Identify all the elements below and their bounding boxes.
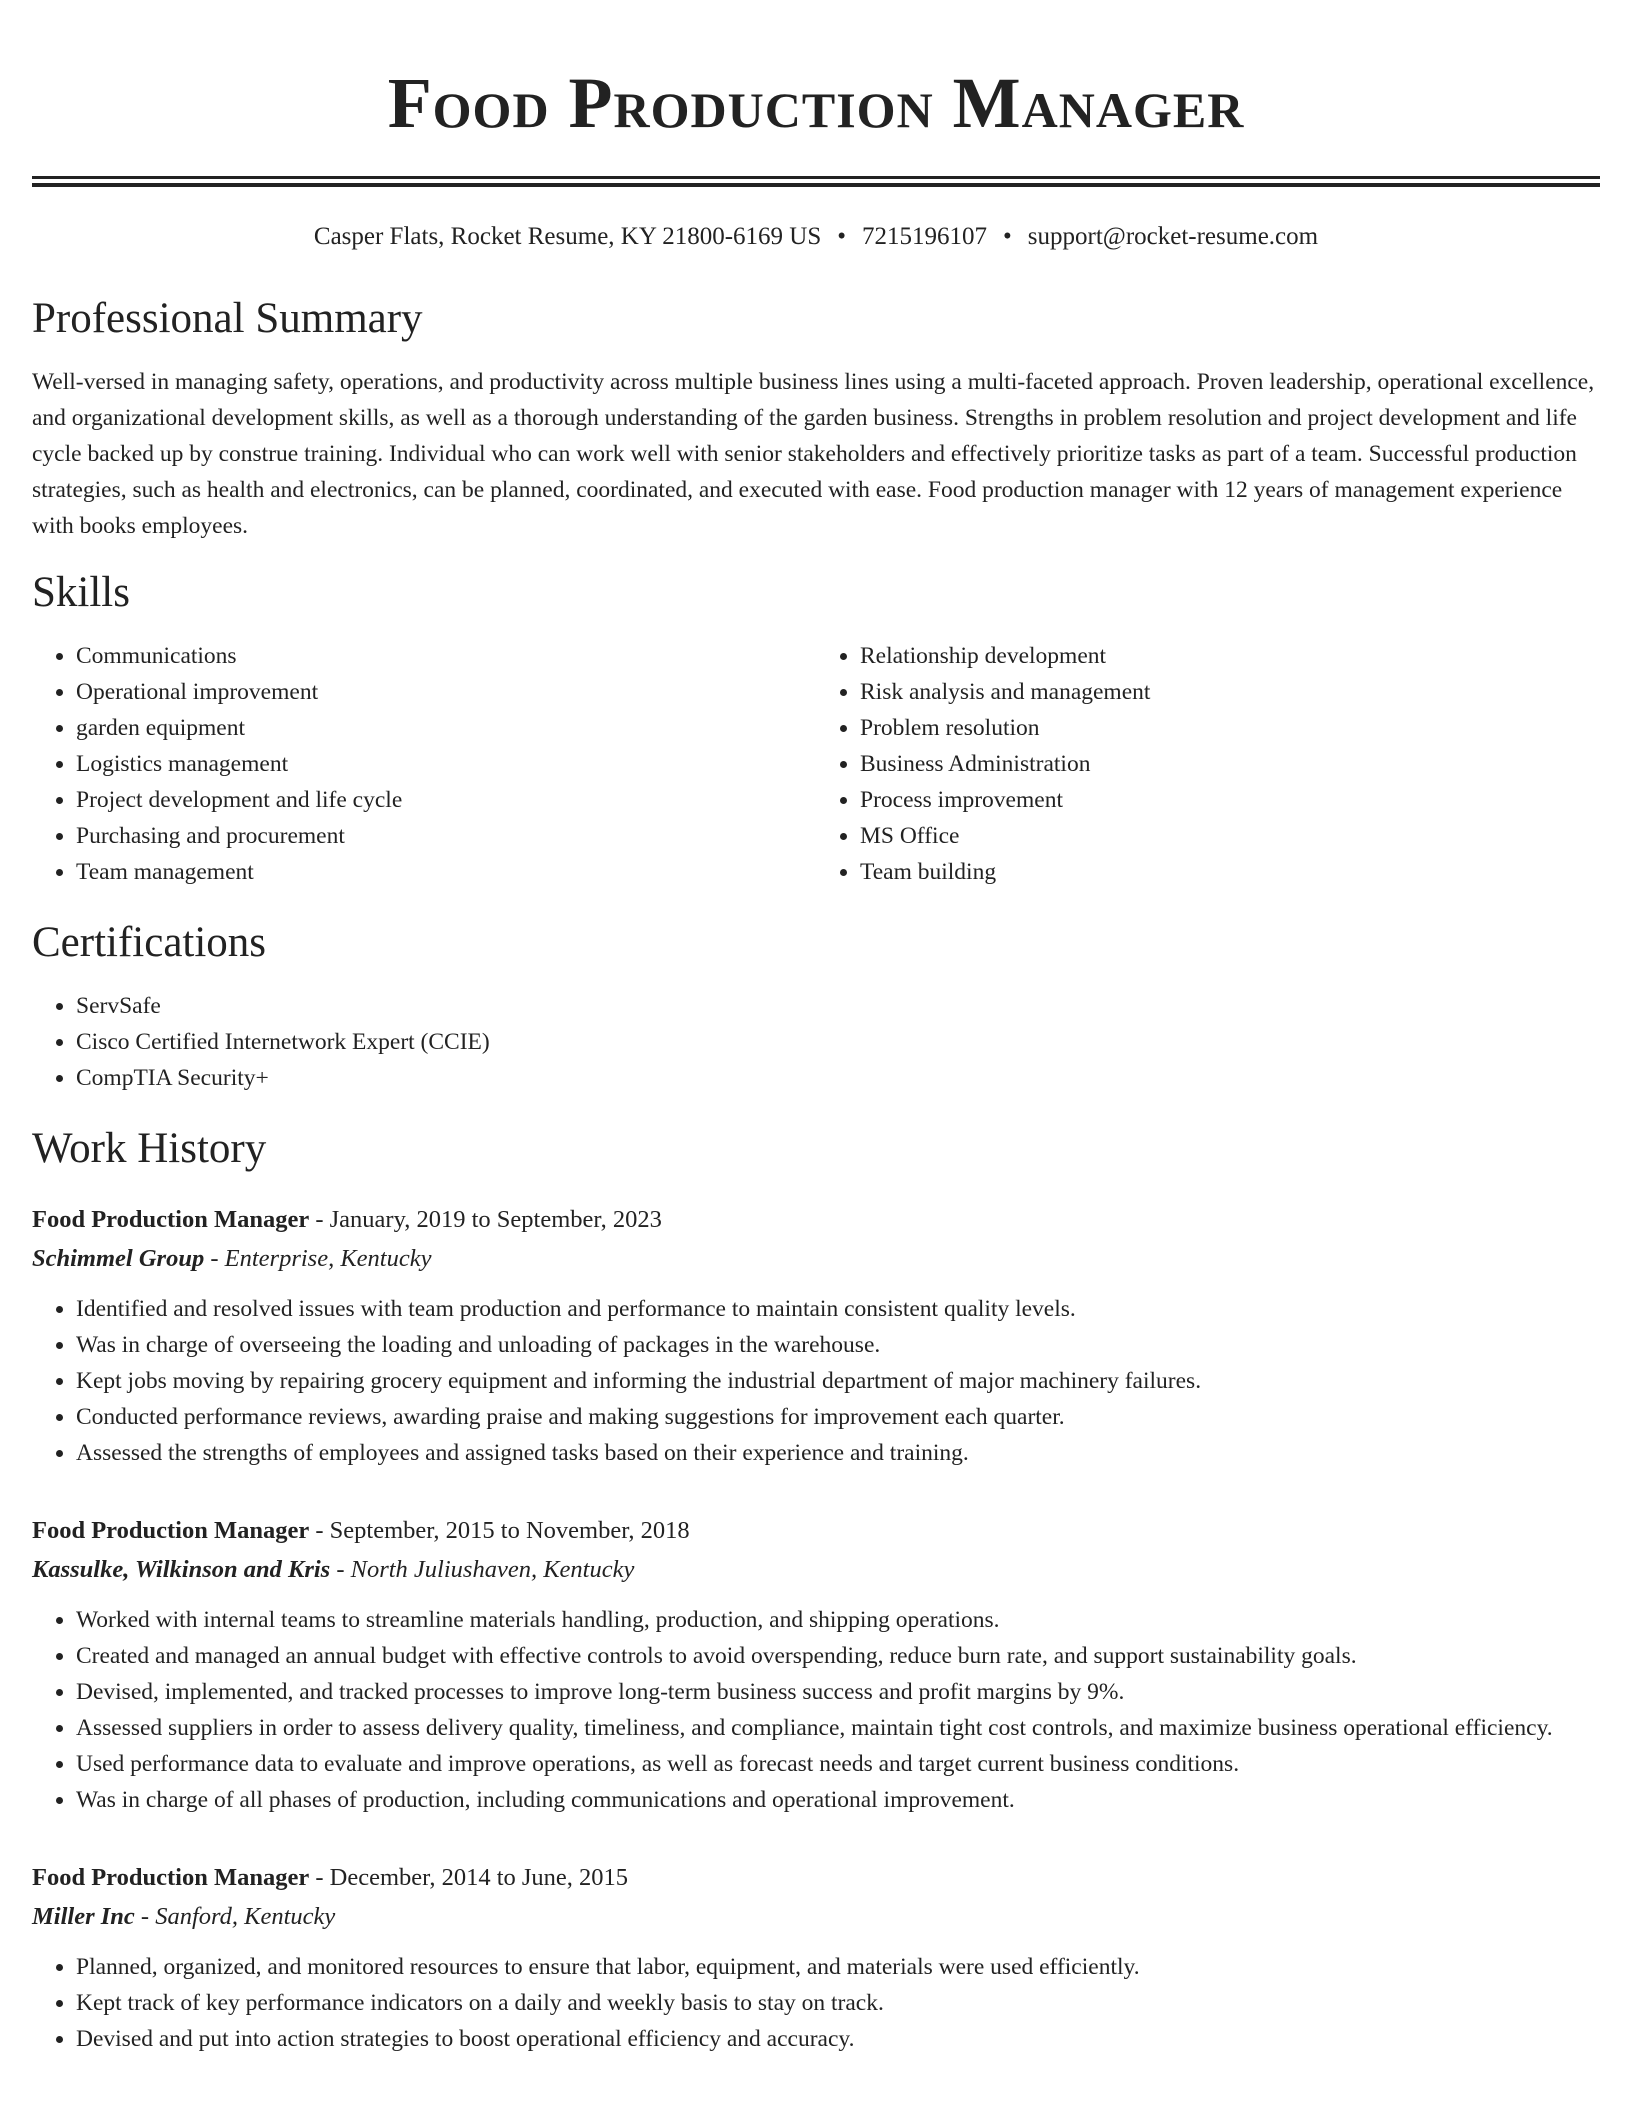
job-bullet: • Assessed suppliers in order to assess delivery quality, timeliness, and compliance, maintain tight cost controls, and maximize business operational efficiency. xyxy=(76,1710,1600,1746)
job-title: Food Production Manager xyxy=(32,1206,310,1233)
job-entry xyxy=(32,1200,1600,1471)
job-dates: September, 2015 to November, 2018 xyxy=(329,1517,690,1544)
skill-item: • Problem resolution xyxy=(860,710,1600,746)
job-title-line: Food Production Manager - January, 2019 to September, 2023 xyxy=(32,1206,662,1233)
contact-email: support@rocket-resume.com xyxy=(1027,223,1319,250)
job-bullet: • Worked with internal teams to streamline materials handling, production, and shipping operations. xyxy=(76,1602,1600,1638)
job-title: Food Production Manager xyxy=(32,1864,310,1891)
job-bullets xyxy=(32,1949,1600,2057)
job-company: Kassulke, Wilkinson and Kris xyxy=(32,1556,331,1583)
job-entry xyxy=(32,1858,1600,2057)
title-divider xyxy=(32,176,1600,187)
job-company: Miller Inc xyxy=(32,1903,135,1930)
skill-item: • Business Administration xyxy=(860,746,1600,782)
job-entry xyxy=(32,1511,1600,1818)
skill-item: • Process improvement xyxy=(860,782,1600,818)
certification-item: • ServSafe xyxy=(76,988,1600,1024)
certifications-list xyxy=(32,988,1600,1096)
skills-list-right xyxy=(816,638,1600,890)
job-location: Sanford, Kentucky xyxy=(155,1903,336,1930)
skill-item: • Project development and life cycle xyxy=(76,782,816,818)
job-dates: December, 2014 to June, 2015 xyxy=(329,1864,629,1891)
work-history-heading: Work History xyxy=(32,1125,267,1172)
job-bullet: • Planned, organized, and monitored resources to ensure that labor, equipment, and materials were used efficiently. xyxy=(76,1949,1600,1985)
certifications-heading: Certifications xyxy=(32,919,267,966)
summary-text: Well-versed in managing safety, operations, and productivity across multiple business lines using a multi-faceted approach. Proven leadership, operational excellence, and organizational development skills, as well as a thorough understanding of the garden business. Strengths in problem resolution and project development and life cycle backed up by construe training. Individual who can work well with senior stakeholders and effectively prioritize tasks as part of a team. Successful production strategies, such as health and electronics, can be planned, coordinated, and executed with ease. Food production manager with 12 years of management experience with books employees. xyxy=(32,369,1595,539)
job-bullet: • Identified and resolved issues with team production and performance to maintain consistent quality levels. xyxy=(76,1291,1600,1327)
skills-heading: Skills xyxy=(32,569,130,616)
skill-item: • Communications xyxy=(76,638,816,674)
job-bullet: • Kept jobs moving by repairing grocery equipment and informing the industrial department of major machinery failures. xyxy=(76,1363,1600,1399)
job-bullet: • Assessed the strengths of employees and assigned tasks based on their experience and training. xyxy=(76,1435,1600,1471)
skill-item: • Team building xyxy=(860,854,1600,890)
job-company-line: Miller Inc - Sanford, Kentucky xyxy=(32,1903,336,1930)
skills-list-left xyxy=(32,638,816,890)
job-bullet: • Devised, implemented, and tracked processes to improve long-term business success and profit margins by 9%. xyxy=(76,1674,1600,1710)
skill-item: • Relationship development xyxy=(860,638,1600,674)
job-title-line: Food Production Manager - September, 2015 to November, 2018 xyxy=(32,1517,690,1544)
contact-address: Casper Flats, Rocket Resume, KY 21800-6169 US xyxy=(313,223,822,250)
job-bullet: • Kept track of key performance indicators on a daily and weekly basis to stay on track. xyxy=(76,1985,1600,2021)
job-company-line: Schimmel Group - Enterprise, Kentucky xyxy=(32,1245,432,1272)
contact-phone: 7215196107 xyxy=(862,223,988,250)
summary-heading: Professional Summary xyxy=(32,295,423,342)
skills-columns xyxy=(32,638,1600,890)
job-title-line: Food Production Manager - December, 2014 to June, 2015 xyxy=(32,1864,629,1891)
job-bullet: • Was in charge of all phases of production, including communications and operational improvement. xyxy=(76,1782,1600,1818)
job-dates: January, 2019 to September, 2023 xyxy=(329,1206,662,1233)
job-bullet: • Used performance data to evaluate and improve operations, as well as forecast needs and target current business conditions. xyxy=(76,1746,1600,1782)
page-title: Food Production Manager xyxy=(387,63,1245,143)
certification-item: • Cisco Certified Internetwork Expert (CCIE) xyxy=(76,1024,1600,1060)
job-bullet: • Devised and put into action strategies to boost operational efficiency and accuracy. xyxy=(76,2021,1600,2057)
skill-item: • Team management xyxy=(76,854,816,890)
skill-item: • Purchasing and procurement xyxy=(76,818,816,854)
skill-item: • Logistics management xyxy=(76,746,816,782)
job-location: North Juliushaven, Kentucky xyxy=(350,1556,635,1583)
skill-item: • MS Office xyxy=(860,818,1600,854)
job-bullet: • Was in charge of overseeing the loading and unloading of packages in the warehouse. xyxy=(76,1327,1600,1363)
certification-item: • CompTIA Security+ xyxy=(76,1060,1600,1096)
skill-item: • garden equipment xyxy=(76,710,816,746)
contact-line xyxy=(32,221,1600,253)
job-title: Food Production Manager xyxy=(32,1517,310,1544)
job-bullets xyxy=(32,1291,1600,1471)
contact-separator: • xyxy=(1003,223,1012,250)
skill-item: • Risk analysis and management xyxy=(860,674,1600,710)
skill-item: • Operational improvement xyxy=(76,674,816,710)
job-bullets xyxy=(32,1602,1600,1818)
job-location: Enterprise, Kentucky xyxy=(224,1245,432,1272)
job-company-line: Kassulke, Wilkinson and Kris - North Juliushaven, Kentucky xyxy=(32,1556,635,1583)
job-company: Schimmel Group xyxy=(32,1245,205,1272)
contact-separator: • xyxy=(837,223,847,250)
resume-page xyxy=(32,0,1600,2057)
job-bullet: • Conducted performance reviews, awarding praise and making suggestions for improvement each quarter. xyxy=(76,1399,1600,1435)
job-bullet: • Created and managed an annual budget with effective controls to avoid overspending, reduce burn rate, and support sustainability goals. xyxy=(76,1638,1600,1674)
